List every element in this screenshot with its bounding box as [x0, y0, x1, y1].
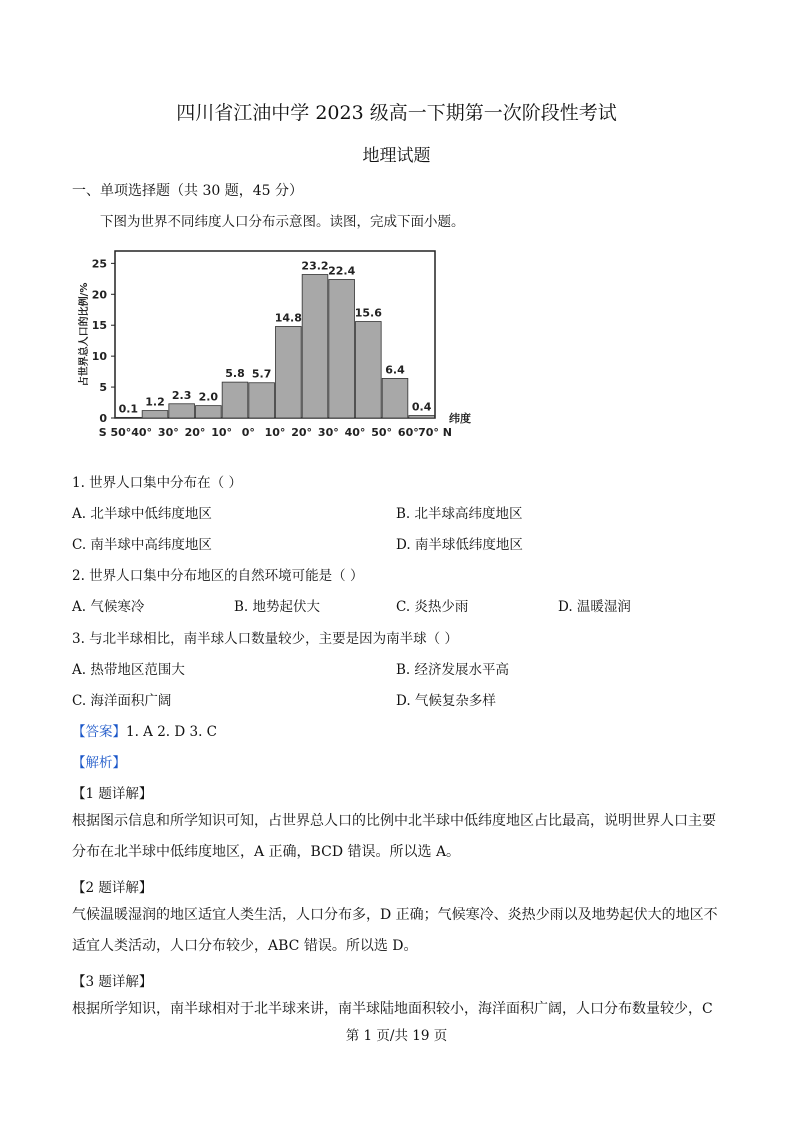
detail-2-title: 【2 题详解】	[72, 880, 153, 896]
x-tick-label: 40°	[131, 426, 153, 439]
x-tick-label: 50°	[371, 426, 393, 439]
population-latitude-chart	[75, 243, 495, 448]
section-heading: 一、单项选择题（共 30 题，45 分）	[72, 183, 303, 199]
question-2-option-a: A. 气候寒冷	[72, 599, 145, 615]
x-tick-label: 30°	[317, 426, 339, 439]
detail-1-text: 根据图示信息和所学知识可知，占世界总人口的比例中北半球中低纬度地区占比最高，说明世界人口主要分布在北半球中低纬度地区，A 正确，BCD 错误。所以选 A。	[72, 813, 716, 860]
bar-value-label: 6.4	[385, 363, 405, 377]
exam-title: 四川省江油中学 2023 级高一下期第一次阶段性考试	[176, 102, 617, 124]
bar-value-label: 14.8	[274, 311, 302, 325]
detail-3-title: 【3 题详解】	[72, 974, 153, 990]
page-footer: 第 1 页/共 19 页	[345, 1028, 448, 1044]
bar-value-label: 5.8	[225, 367, 245, 381]
x-tick-label: 60°	[397, 426, 419, 439]
x-tick-label: 40°	[344, 426, 366, 439]
bar	[409, 416, 435, 418]
question-2-option-c: C. 炎热少雨	[396, 599, 469, 615]
x-axis-label: 纬度	[449, 412, 471, 425]
bar	[356, 322, 382, 418]
question-1-option-a: A. 北半球中低纬度地区	[72, 506, 212, 522]
answer-line	[72, 720, 217, 740]
section-intro: 下图为世界不同纬度人口分布示意图。读图，完成下面小题。	[100, 214, 465, 230]
detail-3-text: 根据所学知识，南半球相对于北半球来讲，南半球陆地面积较小，海洋面积广阔，人口分布数量较少，C	[72, 1001, 713, 1017]
x-tick-label: 10°	[264, 426, 286, 439]
chart-svg	[75, 243, 495, 448]
bar	[249, 383, 275, 418]
bar	[222, 382, 248, 418]
question-3-option-d: D. 气候复杂多样	[396, 693, 496, 709]
question-2-option-d: D. 温暖湿润	[558, 599, 631, 615]
question-2-option-b: B. 地势起伏大	[234, 599, 321, 615]
bar-value-label: 5.7	[251, 367, 272, 381]
bar-value-label: 0.4	[411, 400, 432, 414]
y-tick-label: 5	[99, 381, 107, 395]
y-tick-label: 0	[99, 412, 107, 425]
x-tick-label: 30°	[157, 426, 179, 439]
question-3-option-c: C. 海洋面积广阔	[72, 693, 172, 709]
analysis-label: 【解析】	[72, 755, 126, 771]
bar-value-label: 0.1	[118, 402, 139, 416]
x-tick-label: 20°	[184, 426, 206, 439]
x-tick-label: 0°	[241, 426, 255, 439]
question-3-option-b: B. 经济发展水平高	[396, 662, 510, 678]
bar	[329, 279, 355, 418]
bar	[142, 411, 168, 418]
bar-value-label: 22.4	[328, 264, 356, 278]
question-1-option-c: C. 南半球中高纬度地区	[72, 537, 212, 553]
x-tick-label: 70° N	[418, 426, 452, 439]
bar	[302, 275, 328, 418]
question-1-option-d: D. 南半球低纬度地区	[396, 537, 523, 553]
question-1-option-b: B. 北半球高纬度地区	[396, 506, 523, 522]
bar	[196, 406, 222, 418]
bar-value-label: 15.6	[354, 306, 382, 320]
question-3-stem: 3. 与北半球相比，南半球人口数量较少，主要是因为南半球（ ）	[72, 631, 458, 647]
x-tick-label: S 50°	[98, 426, 132, 439]
y-tick-label: 25	[91, 257, 107, 271]
bar-value-label: 1.2	[145, 395, 165, 409]
y-axis-label: 占世界总人口的比例/%	[79, 282, 90, 387]
bar-value-label: 2.3	[171, 388, 192, 402]
x-tick-label: 20°	[291, 426, 313, 439]
detail-1-title: 【1 题详解】	[72, 786, 153, 802]
bar-value-label: 23.2	[301, 259, 329, 273]
question-3-option-a: A. 热带地区范围大	[72, 662, 185, 678]
exam-subtitle: 地理试题	[362, 146, 431, 166]
x-tick-label: 10°	[211, 426, 233, 439]
answer-label: 【答案】	[72, 724, 126, 740]
bar	[116, 417, 142, 418]
bar	[382, 378, 408, 418]
bar	[169, 404, 195, 418]
y-tick-label: 10	[91, 350, 107, 364]
question-1-stem: 1. 世界人口集中分布在（ ）	[72, 475, 242, 491]
question-2-stem: 2. 世界人口集中分布地区的自然环境可能是（ ）	[72, 568, 364, 584]
answer-values: 1. A 2. D 3. C	[126, 724, 217, 740]
y-tick-label: 15	[91, 319, 107, 333]
y-tick-label: 20	[91, 288, 107, 302]
bar-value-label: 2.0	[198, 390, 219, 404]
detail-2-text: 气候温暖湿润的地区适宜人类生活，人口分布多，D 正确；气候寒冷、炎热少雨以及地势起伏大的地区不适宜人类活动，人口分布较少，ABC 错误。所以选 D。	[72, 907, 718, 954]
bar	[276, 326, 302, 418]
